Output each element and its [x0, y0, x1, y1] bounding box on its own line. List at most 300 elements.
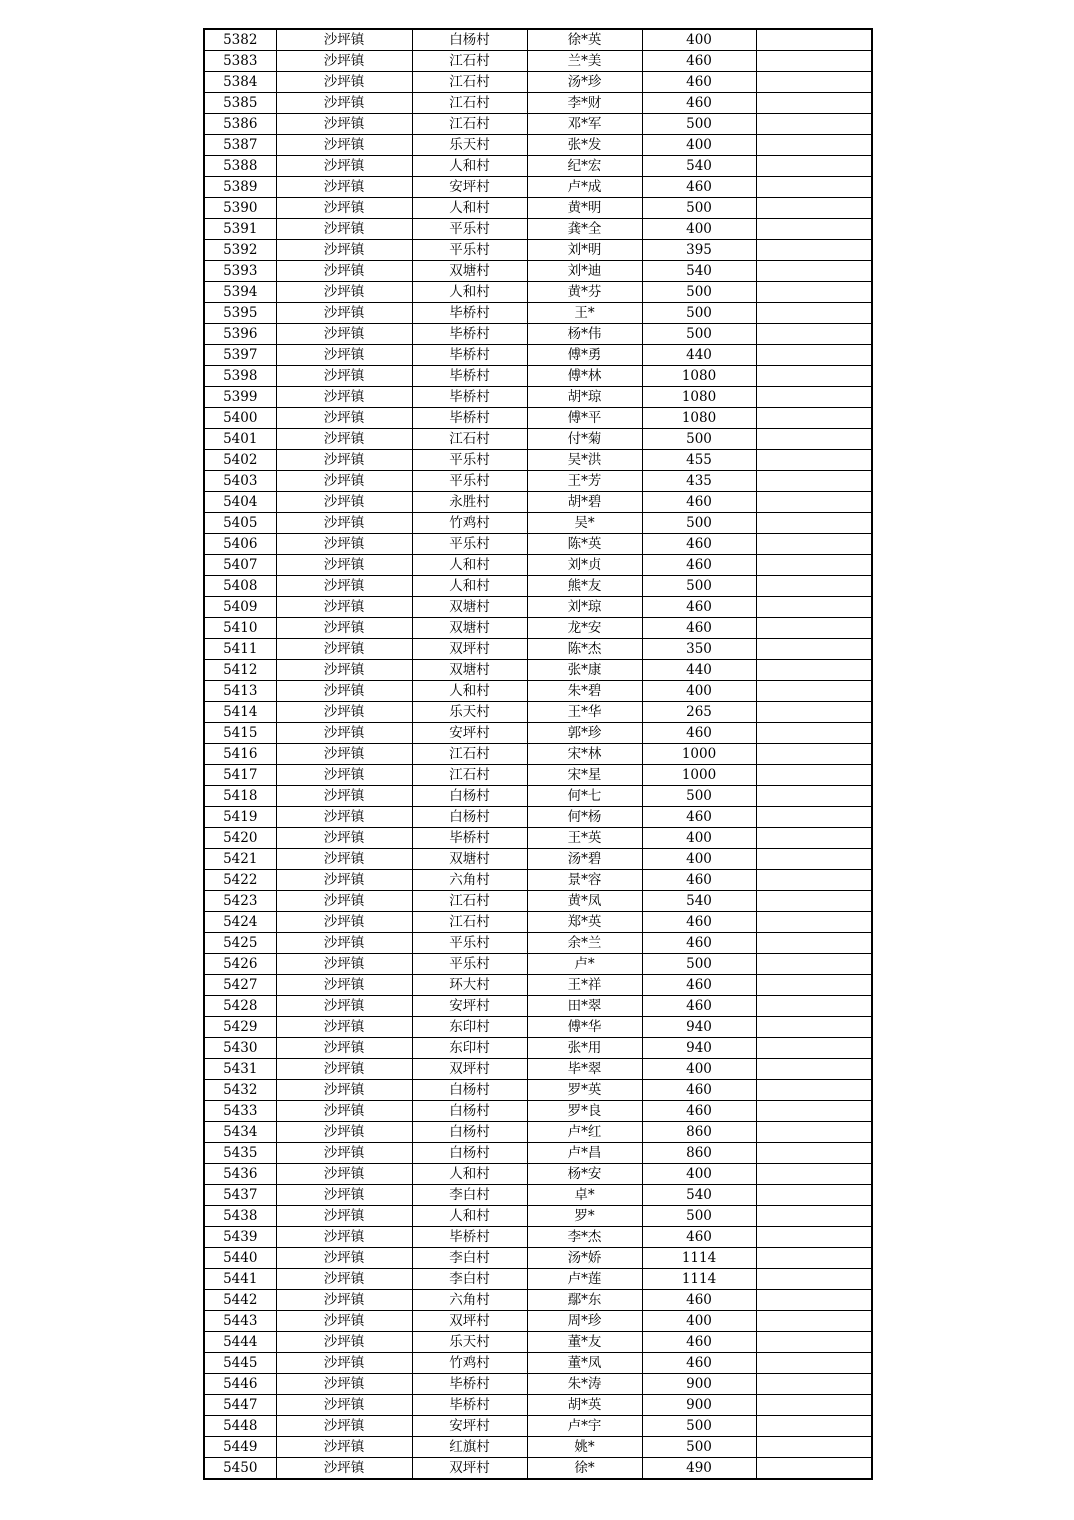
cell-amount: 400: [642, 828, 756, 849]
cell-amount: 1080: [642, 366, 756, 387]
cell-name: 黄*芬: [527, 282, 642, 303]
cell-town: 沙坪镇: [276, 681, 412, 702]
cell-amount: 940: [642, 1017, 756, 1038]
cell-amount: 460: [642, 996, 756, 1017]
cell-town: 沙坪镇: [276, 1122, 412, 1143]
cell-remark: [756, 345, 872, 366]
table-row: [204, 29, 872, 51]
cell-number: 5428: [204, 996, 276, 1017]
cell-number: 5396: [204, 324, 276, 345]
cell-name: 陈*英: [527, 534, 642, 555]
cell-remark: [756, 72, 872, 93]
cell-village: 李白村: [412, 1269, 527, 1290]
cell-name: 傅*华: [527, 1017, 642, 1038]
table-row: [204, 114, 872, 135]
cell-name: 田*翠: [527, 996, 642, 1017]
cell-amount: 1080: [642, 408, 756, 429]
cell-amount: 500: [642, 429, 756, 450]
cell-amount: 860: [642, 1143, 756, 1164]
cell-name: 郑*英: [527, 912, 642, 933]
table-row: [204, 996, 872, 1017]
cell-amount: 400: [642, 1059, 756, 1080]
cell-name: 毕*翠: [527, 1059, 642, 1080]
cell-amount: 395: [642, 240, 756, 261]
cell-remark: [756, 1290, 872, 1311]
cell-remark: [756, 1395, 872, 1416]
cell-town: 沙坪镇: [276, 828, 412, 849]
cell-town: 沙坪镇: [276, 135, 412, 156]
table-row: [204, 1038, 872, 1059]
cell-remark: [756, 1227, 872, 1248]
cell-number: 5431: [204, 1059, 276, 1080]
cell-amount: 460: [642, 975, 756, 996]
cell-amount: 460: [642, 555, 756, 576]
cell-remark: [756, 1416, 872, 1437]
cell-village: 乐天村: [412, 135, 527, 156]
cell-name: 朱*涛: [527, 1374, 642, 1395]
cell-number: 5393: [204, 261, 276, 282]
cell-amount: 460: [642, 870, 756, 891]
cell-town: 沙坪镇: [276, 366, 412, 387]
cell-village: 人和村: [412, 576, 527, 597]
cell-number: 5388: [204, 156, 276, 177]
cell-village: 双坪村: [412, 1059, 527, 1080]
cell-town: 沙坪镇: [276, 1185, 412, 1206]
cell-amount: 400: [642, 135, 756, 156]
cell-amount: 490: [642, 1458, 756, 1480]
cell-amount: 540: [642, 1185, 756, 1206]
table-row: [204, 954, 872, 975]
cell-remark: [756, 933, 872, 954]
cell-town: 沙坪镇: [276, 1038, 412, 1059]
cell-amount: 400: [642, 849, 756, 870]
cell-town: 沙坪镇: [276, 51, 412, 72]
cell-remark: [756, 1122, 872, 1143]
cell-village: 安坪村: [412, 723, 527, 744]
cell-remark: [756, 534, 872, 555]
cell-name: 汤*娇: [527, 1248, 642, 1269]
cell-remark: [756, 1017, 872, 1038]
cell-town: 沙坪镇: [276, 1458, 412, 1480]
cell-remark: [756, 912, 872, 933]
cell-village: 安坪村: [412, 177, 527, 198]
cell-amount: 500: [642, 282, 756, 303]
cell-town: 沙坪镇: [276, 303, 412, 324]
table-row: [204, 576, 872, 597]
cell-name: 傅*林: [527, 366, 642, 387]
cell-village: 安坪村: [412, 996, 527, 1017]
cell-number: 5436: [204, 1164, 276, 1185]
table-row: [204, 1332, 872, 1353]
cell-remark: [756, 1164, 872, 1185]
cell-amount: 350: [642, 639, 756, 660]
cell-town: 沙坪镇: [276, 387, 412, 408]
table-row: [204, 975, 872, 996]
table-row: [204, 72, 872, 93]
table-row: [204, 345, 872, 366]
cell-name: 刘*迪: [527, 261, 642, 282]
cell-remark: [756, 93, 872, 114]
cell-remark: [756, 576, 872, 597]
cell-town: 沙坪镇: [276, 555, 412, 576]
cell-name: 王*芳: [527, 471, 642, 492]
cell-village: 毕桥村: [412, 345, 527, 366]
cell-name: 付*菊: [527, 429, 642, 450]
cell-amount: 460: [642, 1227, 756, 1248]
table-row: [204, 471, 872, 492]
cell-remark: [756, 408, 872, 429]
cell-name: 王*祥: [527, 975, 642, 996]
cell-remark: [756, 366, 872, 387]
cell-remark: [756, 807, 872, 828]
cell-remark: [756, 492, 872, 513]
table-row: [204, 1248, 872, 1269]
cell-village: 李白村: [412, 1248, 527, 1269]
cell-name: 汤*珍: [527, 72, 642, 93]
table-row: [204, 1143, 872, 1164]
cell-remark: [756, 1206, 872, 1227]
cell-name: 黄*凤: [527, 891, 642, 912]
table-row: [204, 303, 872, 324]
cell-name: 熊*友: [527, 576, 642, 597]
cell-number: 5447: [204, 1395, 276, 1416]
cell-village: 毕桥村: [412, 1374, 527, 1395]
cell-town: 沙坪镇: [276, 1017, 412, 1038]
cell-name: 徐*英: [527, 29, 642, 51]
table-row: [204, 1395, 872, 1416]
cell-village: 白杨村: [412, 807, 527, 828]
cell-number: 5382: [204, 29, 276, 51]
cell-town: 沙坪镇: [276, 1059, 412, 1080]
cell-number: 5416: [204, 744, 276, 765]
cell-remark: [756, 828, 872, 849]
cell-remark: [756, 1311, 872, 1332]
cell-remark: [756, 1059, 872, 1080]
cell-number: 5446: [204, 1374, 276, 1395]
cell-amount: 460: [642, 807, 756, 828]
cell-town: 沙坪镇: [276, 513, 412, 534]
cell-remark: [756, 1437, 872, 1458]
cell-village: 双坪村: [412, 639, 527, 660]
cell-amount: 540: [642, 156, 756, 177]
cell-amount: 460: [642, 1353, 756, 1374]
cell-amount: 400: [642, 681, 756, 702]
table-row: [204, 240, 872, 261]
table-row: [204, 639, 872, 660]
cell-amount: 460: [642, 912, 756, 933]
cell-number: 5412: [204, 660, 276, 681]
cell-remark: [756, 1332, 872, 1353]
cell-name: 张*康: [527, 660, 642, 681]
cell-remark: [756, 681, 872, 702]
cell-amount: 500: [642, 513, 756, 534]
cell-number: 5409: [204, 597, 276, 618]
cell-village: 平乐村: [412, 450, 527, 471]
cell-village: 白杨村: [412, 1122, 527, 1143]
cell-village: 白杨村: [412, 1143, 527, 1164]
cell-amount: 1114: [642, 1269, 756, 1290]
cell-village: 毕桥村: [412, 828, 527, 849]
cell-remark: [756, 261, 872, 282]
cell-town: 沙坪镇: [276, 1248, 412, 1269]
cell-name: 卢*: [527, 954, 642, 975]
table-row: [204, 807, 872, 828]
cell-remark: [756, 1248, 872, 1269]
cell-name: 朱*碧: [527, 681, 642, 702]
cell-town: 沙坪镇: [276, 1080, 412, 1101]
cell-name: 卢*昌: [527, 1143, 642, 1164]
cell-name: 兰*美: [527, 51, 642, 72]
cell-remark: [756, 786, 872, 807]
cell-village: 东印村: [412, 1038, 527, 1059]
cell-name: 吴*洪: [527, 450, 642, 471]
cell-amount: 455: [642, 450, 756, 471]
table-row: [204, 261, 872, 282]
cell-remark: [756, 639, 872, 660]
cell-number: 5383: [204, 51, 276, 72]
table-row: [204, 408, 872, 429]
table-row: [204, 660, 872, 681]
cell-name: 王*英: [527, 828, 642, 849]
cell-town: 沙坪镇: [276, 324, 412, 345]
cell-town: 沙坪镇: [276, 1332, 412, 1353]
cell-remark: [756, 51, 872, 72]
cell-number: 5442: [204, 1290, 276, 1311]
cell-town: 沙坪镇: [276, 156, 412, 177]
cell-remark: [756, 597, 872, 618]
cell-town: 沙坪镇: [276, 1374, 412, 1395]
cell-number: 5423: [204, 891, 276, 912]
cell-name: 姚*: [527, 1437, 642, 1458]
table-row: [204, 1374, 872, 1395]
cell-town: 沙坪镇: [276, 1353, 412, 1374]
cell-village: 双坪村: [412, 1311, 527, 1332]
cell-number: 5425: [204, 933, 276, 954]
cell-town: 沙坪镇: [276, 114, 412, 135]
cell-village: 江石村: [412, 891, 527, 912]
cell-village: 江石村: [412, 114, 527, 135]
cell-amount: 460: [642, 1080, 756, 1101]
cell-amount: 500: [642, 786, 756, 807]
cell-town: 沙坪镇: [276, 576, 412, 597]
table-row: [204, 324, 872, 345]
cell-name: 宋*林: [527, 744, 642, 765]
cell-village: 毕桥村: [412, 366, 527, 387]
cell-remark: [756, 702, 872, 723]
cell-remark: [756, 1143, 872, 1164]
cell-remark: [756, 219, 872, 240]
cell-remark: [756, 29, 872, 51]
cell-remark: [756, 1038, 872, 1059]
cell-number: 5426: [204, 954, 276, 975]
cell-name: 郭*珍: [527, 723, 642, 744]
table-row: [204, 1290, 872, 1311]
cell-name: 胡*英: [527, 1395, 642, 1416]
cell-name: 杨*安: [527, 1164, 642, 1185]
cell-name: 汤*碧: [527, 849, 642, 870]
cell-remark: [756, 450, 872, 471]
cell-remark: [756, 114, 872, 135]
cell-number: 5400: [204, 408, 276, 429]
cell-village: 永胜村: [412, 492, 527, 513]
cell-remark: [756, 744, 872, 765]
cell-town: 沙坪镇: [276, 744, 412, 765]
cell-town: 沙坪镇: [276, 282, 412, 303]
cell-number: 5408: [204, 576, 276, 597]
cell-amount: 1114: [642, 1248, 756, 1269]
cell-number: 5391: [204, 219, 276, 240]
cell-town: 沙坪镇: [276, 618, 412, 639]
cell-number: 5404: [204, 492, 276, 513]
cell-village: 人和村: [412, 1206, 527, 1227]
cell-village: 双塘村: [412, 849, 527, 870]
cell-town: 沙坪镇: [276, 345, 412, 366]
cell-number: 5449: [204, 1437, 276, 1458]
cell-number: 5441: [204, 1269, 276, 1290]
cell-village: 江石村: [412, 912, 527, 933]
cell-remark: [756, 1353, 872, 1374]
cell-village: 平乐村: [412, 471, 527, 492]
cell-remark: [756, 198, 872, 219]
table-row: [204, 135, 872, 156]
cell-town: 沙坪镇: [276, 1164, 412, 1185]
table-row: [204, 702, 872, 723]
cell-amount: 500: [642, 576, 756, 597]
cell-number: 5405: [204, 513, 276, 534]
cell-number: 5445: [204, 1353, 276, 1374]
cell-name: 张*发: [527, 135, 642, 156]
cell-village: 平乐村: [412, 933, 527, 954]
table-row: [204, 1353, 872, 1374]
cell-village: 双塘村: [412, 660, 527, 681]
cell-name: 邓*军: [527, 114, 642, 135]
table-row: [204, 828, 872, 849]
cell-remark: [756, 660, 872, 681]
table-row: [204, 849, 872, 870]
cell-amount: 540: [642, 261, 756, 282]
cell-remark: [756, 1185, 872, 1206]
cell-village: 六角村: [412, 870, 527, 891]
cell-town: 沙坪镇: [276, 1311, 412, 1332]
cell-number: 5438: [204, 1206, 276, 1227]
cell-amount: 460: [642, 618, 756, 639]
cell-number: 5402: [204, 450, 276, 471]
cell-number: 5434: [204, 1122, 276, 1143]
cell-number: 5429: [204, 1017, 276, 1038]
cell-name: 王*: [527, 303, 642, 324]
cell-amount: 440: [642, 660, 756, 681]
cell-name: 卢*莲: [527, 1269, 642, 1290]
cell-number: 5448: [204, 1416, 276, 1437]
cell-number: 5410: [204, 618, 276, 639]
cell-remark: [756, 555, 872, 576]
cell-town: 沙坪镇: [276, 660, 412, 681]
cell-name: 刘*琼: [527, 597, 642, 618]
cell-name: 黄*明: [527, 198, 642, 219]
cell-amount: 900: [642, 1395, 756, 1416]
cell-town: 沙坪镇: [276, 1143, 412, 1164]
cell-number: 5406: [204, 534, 276, 555]
cell-name: 傅*勇: [527, 345, 642, 366]
cell-name: 何*七: [527, 786, 642, 807]
cell-number: 5444: [204, 1332, 276, 1353]
cell-remark: [756, 240, 872, 261]
table-row: [204, 177, 872, 198]
cell-number: 5414: [204, 702, 276, 723]
cell-village: 江石村: [412, 72, 527, 93]
cell-town: 沙坪镇: [276, 219, 412, 240]
cell-name: 李*财: [527, 93, 642, 114]
cell-village: 双坪村: [412, 1458, 527, 1480]
cell-village: 人和村: [412, 555, 527, 576]
table-row: [204, 1059, 872, 1080]
cell-village: 红旗村: [412, 1437, 527, 1458]
cell-town: 沙坪镇: [276, 198, 412, 219]
cell-number: 5384: [204, 72, 276, 93]
cell-name: 董*凤: [527, 1353, 642, 1374]
cell-town: 沙坪镇: [276, 807, 412, 828]
cell-town: 沙坪镇: [276, 702, 412, 723]
table-row: [204, 870, 872, 891]
cell-remark: [756, 324, 872, 345]
cell-number: 5418: [204, 786, 276, 807]
cell-amount: 1000: [642, 744, 756, 765]
cell-amount: 460: [642, 597, 756, 618]
cell-amount: 460: [642, 492, 756, 513]
cell-amount: 500: [642, 114, 756, 135]
cell-amount: 460: [642, 93, 756, 114]
cell-amount: 460: [642, 177, 756, 198]
cell-village: 竹鸡村: [412, 513, 527, 534]
cell-town: 沙坪镇: [276, 177, 412, 198]
cell-remark: [756, 303, 872, 324]
cell-name: 卓*: [527, 1185, 642, 1206]
cell-town: 沙坪镇: [276, 1290, 412, 1311]
cell-name: 卢*宇: [527, 1416, 642, 1437]
table-row: [204, 219, 872, 240]
table-row: [204, 1311, 872, 1332]
cell-remark: [756, 282, 872, 303]
cell-village: 毕桥村: [412, 303, 527, 324]
cell-remark: [756, 471, 872, 492]
cell-name: 景*容: [527, 870, 642, 891]
cell-number: 5432: [204, 1080, 276, 1101]
cell-amount: 900: [642, 1374, 756, 1395]
cell-town: 沙坪镇: [276, 471, 412, 492]
cell-town: 沙坪镇: [276, 639, 412, 660]
cell-remark: [756, 849, 872, 870]
cell-village: 人和村: [412, 156, 527, 177]
cell-amount: 500: [642, 1206, 756, 1227]
cell-amount: 460: [642, 534, 756, 555]
table-row: [204, 723, 872, 744]
cell-remark: [756, 513, 872, 534]
cell-number: 5421: [204, 849, 276, 870]
cell-town: 沙坪镇: [276, 72, 412, 93]
cell-town: 沙坪镇: [276, 996, 412, 1017]
cell-name: 李*杰: [527, 1227, 642, 1248]
cell-town: 沙坪镇: [276, 450, 412, 471]
cell-village: 江石村: [412, 429, 527, 450]
table-row: [204, 618, 872, 639]
cell-town: 沙坪镇: [276, 1101, 412, 1122]
cell-town: 沙坪镇: [276, 240, 412, 261]
cell-town: 沙坪镇: [276, 597, 412, 618]
table-row: [204, 450, 872, 471]
cell-village: 白杨村: [412, 29, 527, 51]
cell-town: 沙坪镇: [276, 723, 412, 744]
cell-remark: [756, 177, 872, 198]
